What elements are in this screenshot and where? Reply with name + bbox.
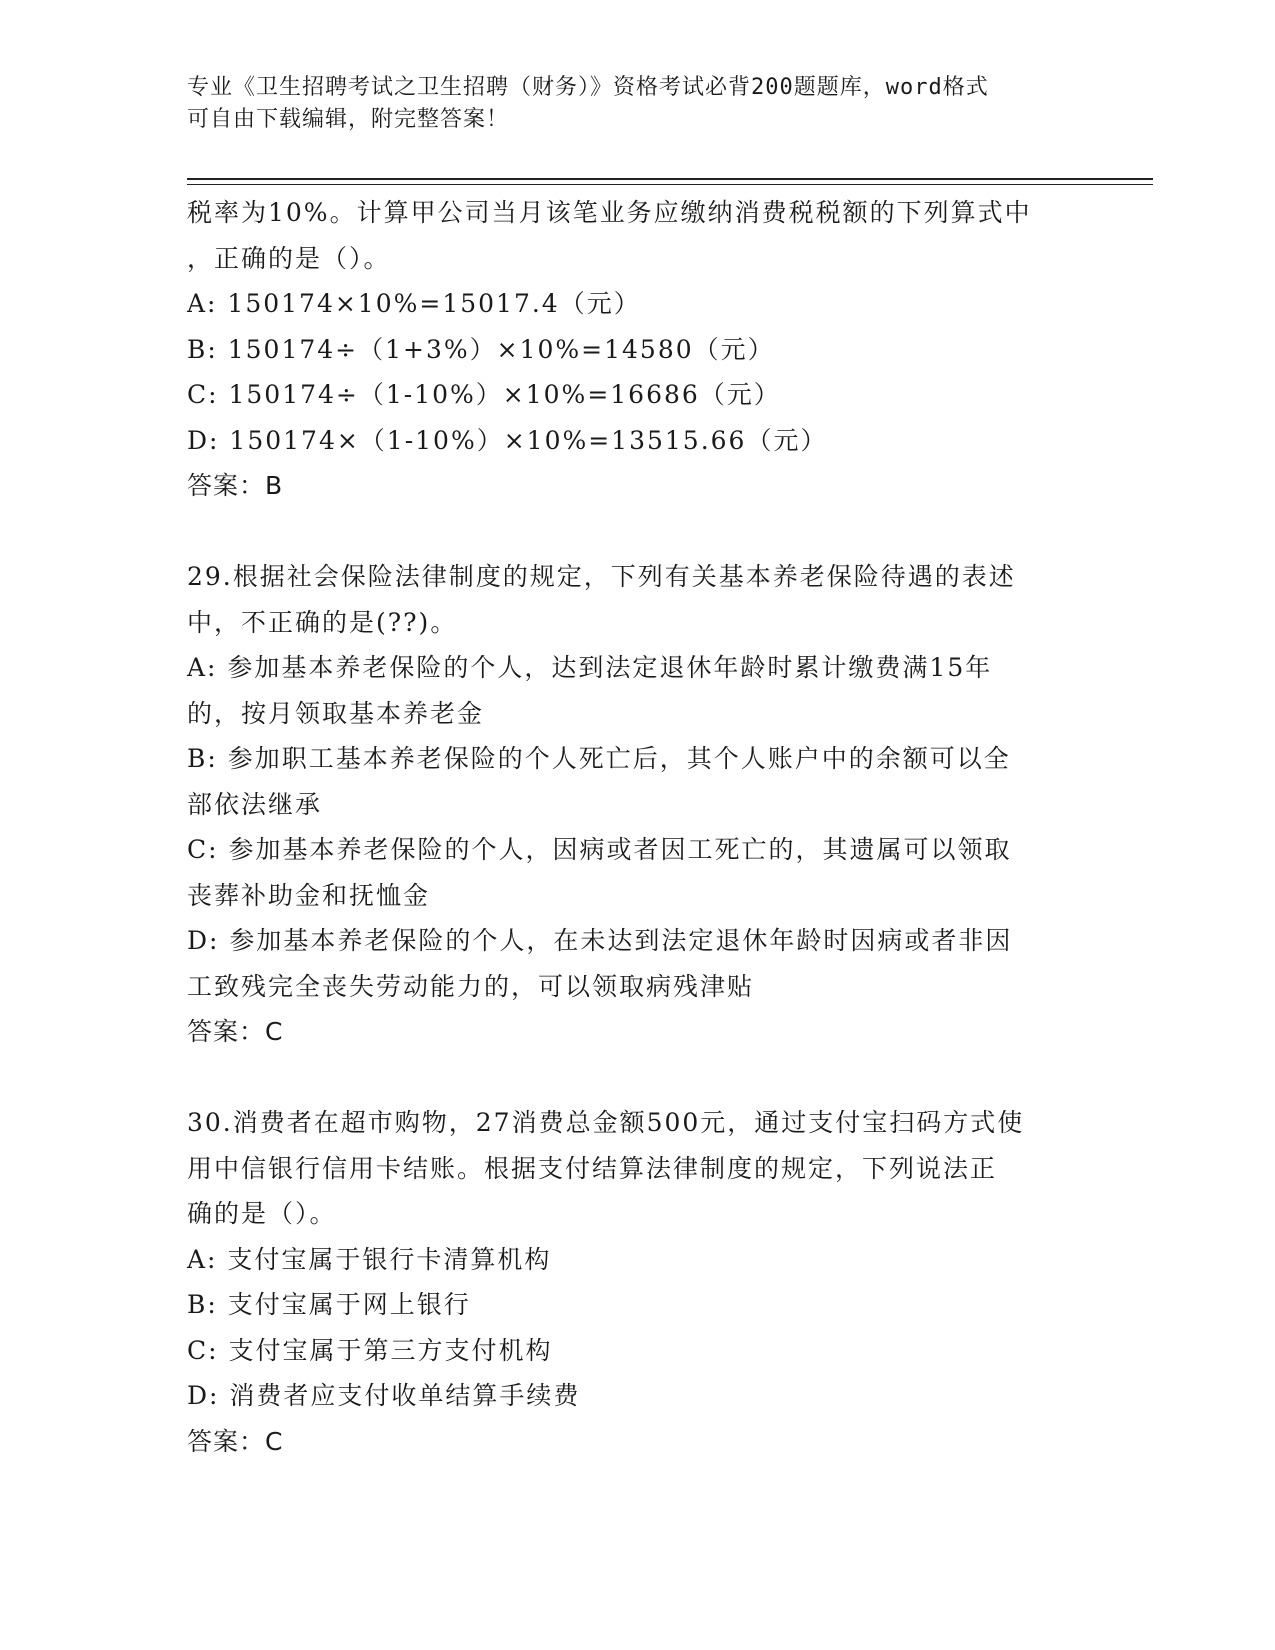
- option-d: D: 参加基本养老保险的个人，在未达到法定退休年龄时因病或者非因: [187, 926, 1013, 955]
- option-b: B: 150174÷（1+3%）×10%=14580（元）: [187, 334, 775, 364]
- option-b-continued: 部依法继承: [187, 789, 323, 819]
- option-b: B: 参加职工基本养老保险的个人死亡后，其个人账户中的余额可以全: [187, 744, 1011, 773]
- option-d: D: 消费者应支付收单结算手续费: [187, 1381, 581, 1410]
- header-rule-thin: [187, 184, 1153, 185]
- document-body: [187, 190, 1077, 1464]
- answer-line: 答案：B: [187, 471, 284, 500]
- answer-line: 答案：C: [187, 1426, 284, 1456]
- spacer: [187, 1055, 1077, 1101]
- option-c: C: 支付宝属于第三方支付机构: [187, 1335, 553, 1365]
- question-stem: 用中信银行信用卡结账。根据支付结算法律制度的规定，下列说法正: [187, 1153, 998, 1183]
- question-stem: 中，不正确的是(??)。: [187, 607, 458, 637]
- option-c-continued: 丧葬补助金和抚恤金: [187, 880, 431, 910]
- option-c: C: 150174÷（1-10%）×10%=16686（元）: [187, 380, 781, 409]
- document-header: [187, 72, 1067, 136]
- option-b: B: 支付宝属于网上银行: [187, 1290, 471, 1319]
- question-stem: 29.根据社会保险法律制度的规定，下列有关基本养老保险待遇的表述: [187, 562, 1016, 591]
- header-title-line-2: 可自由下载编辑，附完整答案！: [187, 107, 510, 132]
- option-a: A: 支付宝属于银行卡清算机构: [187, 1244, 552, 1274]
- question-stem: 确的是（）。: [187, 1199, 337, 1228]
- header-rule-thick: [187, 178, 1153, 180]
- question-stem: ，正确的是（）。: [187, 243, 391, 273]
- question-29: [187, 554, 1077, 1055]
- option-c: C: 参加基本养老保险的个人，因病或者因工死亡的，其遗属可以领取: [187, 835, 1012, 864]
- question-28: [187, 190, 1077, 509]
- header-title-line-1: 专业《卫生招聘考试之卫生招聘（财务）》资格考试必背200题题库，word格式: [187, 75, 989, 100]
- spacer: [187, 509, 1077, 555]
- option-a: A: 参加基本养老保险的个人，达到法定退休年龄时累计缴费满15年: [187, 653, 993, 682]
- option-a: A: 150174×10%=15017.4（元）: [187, 289, 641, 318]
- question-stem: 30.消费者在超市购物，27消费总金额500元，通过支付宝扫码方式使: [187, 1108, 1025, 1137]
- question-stem: 税率为10%。计算甲公司当月该笔业务应缴纳消费税税额的下列算式中: [187, 198, 1032, 227]
- option-a-continued: 的，按月领取基本养老金: [187, 698, 485, 728]
- question-30: [187, 1100, 1077, 1464]
- option-d-continued: 工致残完全丧失劳动能力的，可以领取病残津贴: [187, 971, 755, 1001]
- answer-line: 答案：C: [187, 1017, 284, 1046]
- option-d: D: 150174×（1-10%）×10%=13515.66（元）: [187, 425, 828, 455]
